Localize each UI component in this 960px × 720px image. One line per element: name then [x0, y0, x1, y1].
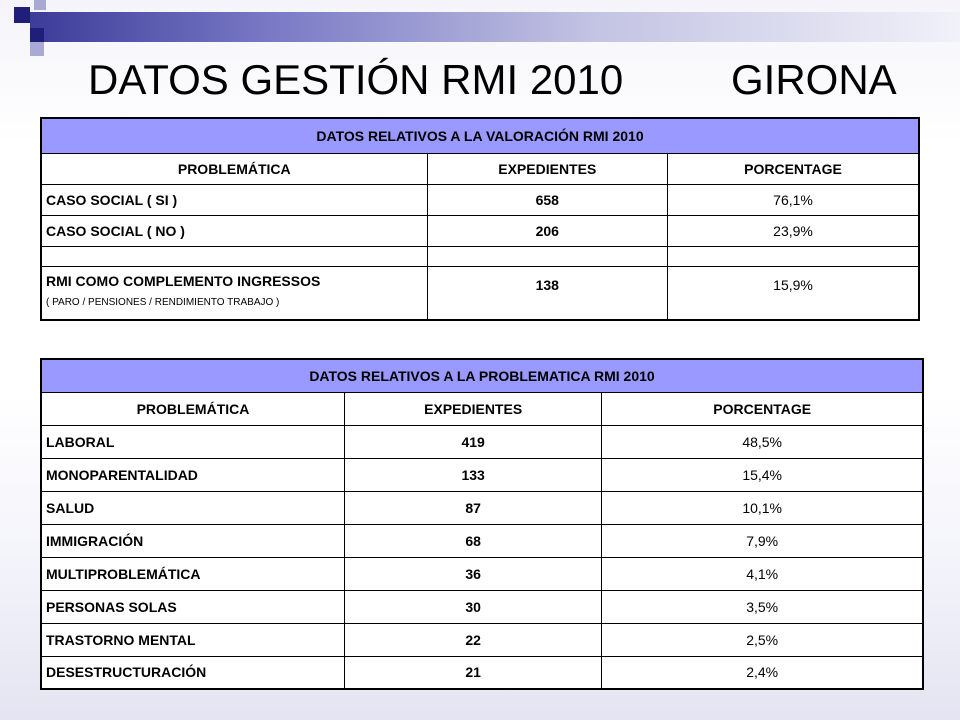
row-expedientes: 133 — [344, 458, 601, 491]
row-expedientes: 419 — [344, 425, 601, 458]
row-porcentage: 10,1% — [602, 491, 923, 524]
valoracion-header-row — [41, 153, 919, 184]
row-label: SALUD — [41, 491, 344, 524]
row-label — [41, 246, 427, 266]
valoracion-caption: DATOS RELATIVOS A LA VALORACIÓN RMI 2010 — [41, 118, 919, 153]
row-porcentage: 15,9% — [668, 266, 919, 320]
row-label: CASO SOCIAL ( NO ) — [41, 215, 427, 246]
table-row-empty — [41, 246, 919, 266]
table-row — [41, 590, 923, 623]
row-porcentage: 3,5% — [602, 590, 923, 623]
problematica-caption: DATOS RELATIVOS A LA PROBLEMATICA RMI 2010 — [41, 359, 923, 392]
problematica-header-row — [41, 392, 923, 425]
column-header-porcentage: PORCENTAGE — [668, 153, 919, 184]
table-row — [41, 623, 923, 656]
table-row — [41, 524, 923, 557]
decor-square-light-1 — [34, 0, 46, 10]
row-porcentage: 76,1% — [668, 184, 919, 215]
column-header-problematica: PROBLEMÁTICA — [41, 392, 344, 425]
column-header-expedientes: EXPEDIENTES — [427, 153, 668, 184]
slide-title-right: GIRONA — [731, 56, 897, 103]
problematica-caption-row — [41, 359, 923, 392]
table-row — [41, 656, 923, 689]
row-note: ( PARO / PENSIONES / RENDIMIENTO TRABAJO ) — [46, 296, 280, 308]
decor-square-dark-1 — [14, 7, 30, 23]
table-row — [41, 215, 919, 246]
row-porcentage: 7,9% — [602, 524, 923, 557]
row-expedientes — [427, 246, 668, 266]
row-label: IMMIGRACIÓN — [41, 524, 344, 557]
row-label: DESESTRUCTURACIÓN — [41, 656, 344, 689]
row-label: MULTIPROBLEMÁTICA — [41, 557, 344, 590]
row-expedientes: 87 — [344, 491, 601, 524]
row-expedientes: 36 — [344, 557, 601, 590]
table-row — [41, 491, 923, 524]
row-expedientes: 30 — [344, 590, 601, 623]
valoracion-caption-row — [41, 118, 919, 153]
row-porcentage — [668, 246, 919, 266]
row-label: LABORAL — [41, 425, 344, 458]
row-label: RMI COMO COMPLEMENTO INGRESSOS — [46, 272, 321, 289]
column-header-porcentage: PORCENTAGE — [602, 392, 923, 425]
problematica-table — [40, 358, 924, 690]
column-header-problematica: PROBLEMÁTICA — [41, 153, 427, 184]
row-expedientes: 21 — [344, 656, 601, 689]
row-expedientes: 138 — [427, 266, 668, 320]
row-porcentage: 23,9% — [668, 215, 919, 246]
decor-square-light-3 — [30, 42, 44, 56]
row-label: CASO SOCIAL ( SI ) — [41, 184, 427, 215]
row-porcentage: 2,5% — [602, 623, 923, 656]
decor-gradient-bar — [30, 12, 960, 42]
table-row — [41, 425, 923, 458]
table-row — [41, 184, 919, 215]
row-expedientes: 658 — [427, 184, 668, 215]
row-expedientes: 22 — [344, 623, 601, 656]
valoracion-table — [40, 117, 920, 321]
row-porcentage: 4,1% — [602, 557, 923, 590]
row-porcentage: 15,4% — [602, 458, 923, 491]
row-label-cell — [41, 266, 427, 320]
row-expedientes: 68 — [344, 524, 601, 557]
slide-title-left: DATOS GESTIÓN RMI 2010 — [88, 56, 624, 103]
table-row — [41, 266, 919, 320]
table-row — [41, 458, 923, 491]
table-row — [41, 557, 923, 590]
row-porcentage: 48,5% — [602, 425, 923, 458]
row-porcentage: 2,4% — [602, 656, 923, 689]
decor-square-dark-2 — [30, 28, 44, 42]
column-header-expedientes: EXPEDIENTES — [344, 392, 601, 425]
row-label: PERSONAS SOLAS — [41, 590, 344, 623]
row-label: MONOPARENTALIDAD — [41, 458, 344, 491]
row-label: TRASTORNO MENTAL — [41, 623, 344, 656]
row-expedientes: 206 — [427, 215, 668, 246]
